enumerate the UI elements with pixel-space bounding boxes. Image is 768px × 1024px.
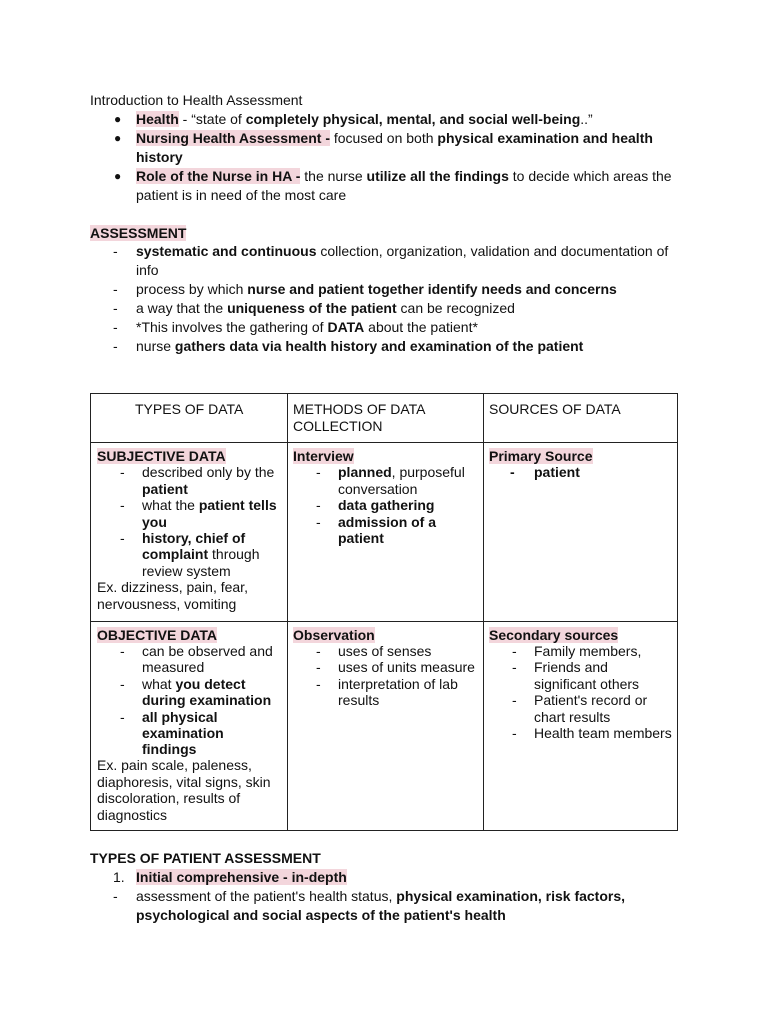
objective-item-3-line2: examination xyxy=(142,725,224,741)
table-divider xyxy=(287,394,288,830)
patient-assessment-item-1: Initial comprehensive - in-depth xyxy=(136,869,347,885)
patient-assessment-heading: TYPES OF PATIENT ASSESSMENT xyxy=(90,850,321,866)
subjective-item-1: described only by the xyxy=(142,464,275,480)
dash-marker: - xyxy=(113,888,118,904)
interview-item-3: admission of a xyxy=(338,514,437,530)
dash-marker: - xyxy=(510,464,515,480)
observation-item-1: uses of senses xyxy=(338,643,432,659)
interview-title: Interview xyxy=(293,448,354,464)
table-header-types: TYPES OF DATA xyxy=(135,401,244,417)
intro-bullet-nha-line2: history xyxy=(136,149,183,165)
dash-marker: - xyxy=(316,514,321,530)
interview-item-1-line2: conversation xyxy=(338,481,418,497)
assessment-item-1-line2: info xyxy=(136,262,159,278)
objective-item-3-line3: findings xyxy=(142,741,197,757)
secondary-item-4: Health team members xyxy=(534,725,672,741)
dash-marker: - xyxy=(113,338,118,354)
table-header-methods: METHODS OF DATA xyxy=(293,401,426,417)
assessment-item-5: nurse gathers data via health history and examination of the patient xyxy=(136,338,584,354)
dash-marker: - xyxy=(512,725,517,741)
subjective-title: SUBJECTIVE DATA xyxy=(97,448,226,464)
dash-marker: - xyxy=(120,497,125,513)
subjective-example-line2: nervousness, vomiting xyxy=(97,596,237,612)
interview-item-3-line2: patient xyxy=(338,530,384,546)
assessment-heading: ASSESSMENT xyxy=(90,225,187,241)
bullet-icon: ● xyxy=(114,112,122,126)
dash-marker: - xyxy=(120,530,125,546)
dash-marker: - xyxy=(512,643,517,659)
subjective-example: Ex. dizziness, pain, fear, xyxy=(97,579,248,595)
subjective-item-2-line2: you xyxy=(142,514,167,530)
interview-item-1: planned, purposeful xyxy=(338,464,465,480)
table-header-methods-line2: COLLECTION xyxy=(293,418,383,434)
primary-source-title: Primary Source xyxy=(489,448,593,464)
secondary-item-2: Friends and xyxy=(534,659,608,675)
secondary-sources-title: Secondary sources xyxy=(489,627,619,643)
dash-marker: - xyxy=(316,497,321,513)
table-divider xyxy=(483,394,484,830)
dash-marker: - xyxy=(120,464,125,480)
objective-title: OBJECTIVE DATA xyxy=(97,627,218,643)
subjective-item-1-line2: patient xyxy=(142,481,188,497)
assessment-item-3: a way that the uniqueness of the patient can be recognized xyxy=(136,300,515,316)
objective-item-1-line2: measured xyxy=(142,659,205,675)
intro-bullet-role: Role of the Nurse in HA - the nurse utilize all the findings to decide which areas the xyxy=(136,168,672,184)
observation-title: Observation xyxy=(293,627,375,643)
bullet-icon: ● xyxy=(114,131,122,145)
dash-marker: - xyxy=(113,281,118,297)
dash-marker: - xyxy=(113,243,118,259)
intro-bullet-nha: Nursing Health Assessment - focused on both physical examination and health xyxy=(136,130,653,146)
dash-marker: - xyxy=(120,709,125,725)
patient-assessment-detail: assessment of the patient's health status, physical examination, risk factors, xyxy=(136,888,626,904)
objective-item-2-line2: during examination xyxy=(142,692,272,708)
assessment-item-4: *This involves the gathering of DATA about the patient* xyxy=(136,319,478,335)
objective-example-line2: diaphoresis, vital signs, skin xyxy=(97,774,271,790)
dash-marker: - xyxy=(113,319,118,335)
intro-bullet-role-line2: patient is in need of the most care xyxy=(136,187,347,203)
objective-item-3: all physical xyxy=(142,709,218,725)
dash-marker: - xyxy=(120,676,125,692)
subjective-item-3-line2: complaint through xyxy=(142,546,260,562)
observation-item-3: interpretation of lab xyxy=(338,676,458,692)
table-header-sources: SOURCES OF DATA xyxy=(489,401,621,417)
bullet-icon: ● xyxy=(114,169,122,183)
dash-marker: - xyxy=(512,692,517,708)
dash-marker: - xyxy=(316,643,321,659)
primary-source-item: patient xyxy=(534,464,580,480)
dash-marker: - xyxy=(512,659,517,675)
table-divider xyxy=(91,621,677,622)
subjective-item-3: history, chief of xyxy=(142,530,246,546)
objective-item-2: what you detect xyxy=(142,676,246,692)
secondary-item-3-line2: chart results xyxy=(534,709,611,725)
list-number: 1. xyxy=(113,869,125,885)
table-divider xyxy=(91,442,677,443)
intro-bullet-health: Health - “state of completely physical, mental, and social well-being..” xyxy=(136,111,593,127)
objective-example-line4: diagnostics xyxy=(97,807,168,823)
interview-item-2: data gathering xyxy=(338,497,435,513)
dash-marker: - xyxy=(316,659,321,675)
observation-item-3-line2: results xyxy=(338,692,380,708)
objective-example-line3: discoloration, results of xyxy=(97,790,241,806)
observation-item-2: uses of units measure xyxy=(338,659,475,675)
patient-assessment-detail-line2: psychological and social aspects of the patient's health xyxy=(136,907,506,923)
dash-marker: - xyxy=(316,464,321,480)
objective-item-1: can be observed and xyxy=(142,643,273,659)
intro-title: Introduction to Health Assessment xyxy=(90,92,303,108)
subjective-item-2: what the patient tells xyxy=(142,497,277,513)
subjective-item-3-line3: review system xyxy=(142,563,231,579)
secondary-item-2-line2: significant others xyxy=(534,676,640,692)
objective-example: Ex. pain scale, paleness, xyxy=(97,757,252,773)
assessment-item-1: systematic and continuous collection, organization, validation and documentation of xyxy=(136,243,669,259)
dash-marker: - xyxy=(316,676,321,692)
dash-marker: - xyxy=(113,300,118,316)
secondary-item-3: Patient's record or xyxy=(534,692,648,708)
dash-marker: - xyxy=(120,643,125,659)
assessment-item-2: process by which nurse and patient together identify needs and concerns xyxy=(136,281,617,297)
secondary-item-1: Family members, xyxy=(534,643,642,659)
